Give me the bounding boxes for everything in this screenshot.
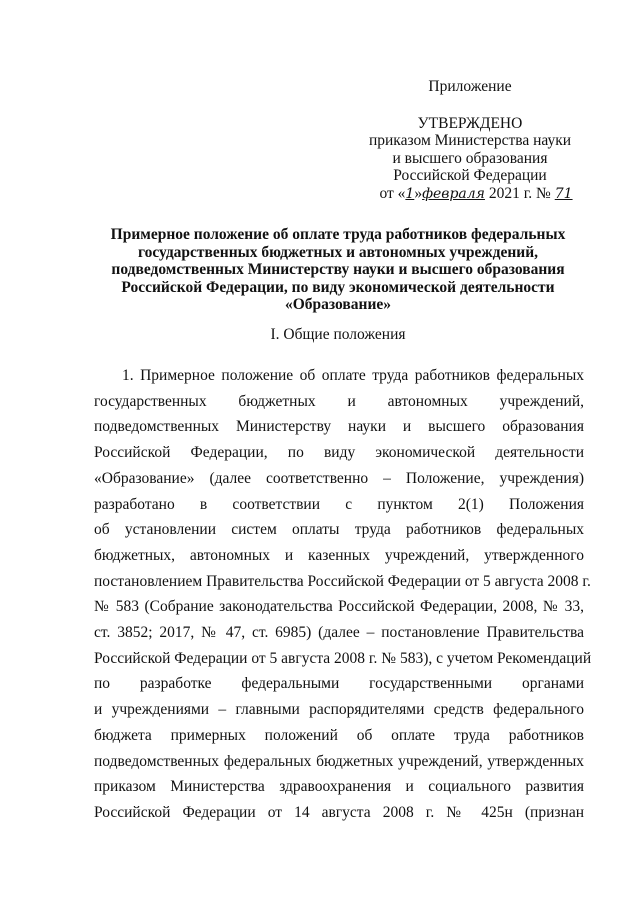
body-line: разработано в соответствии с пунктом 2(1) Положения: [94, 495, 584, 513]
body-line: № 583 (Собрание законодательства Российской Федерации, 2008, № 33,: [94, 598, 584, 616]
order-line-1: приказом Министерства науки: [368, 132, 572, 149]
body-line: «Образование» (далее соответственно – Положение, учреждения): [94, 469, 584, 487]
date-day-handwritten: 1: [405, 185, 415, 202]
section-heading: I. Общие положения: [270, 326, 406, 343]
body-line: по разработке федеральными государственными органами: [94, 675, 584, 693]
title-line: подведомственных Министерству науки и высшего образования: [111, 261, 565, 278]
body-paragraph: [94, 363, 592, 826]
body-line: подведомственных Министерству науки и высшего образования: [94, 418, 584, 436]
date-mid: »: [414, 184, 423, 202]
body-line: государственных бюджетных и автономных учреждений,: [94, 392, 584, 410]
date-month-handwritten: февраля: [422, 185, 485, 202]
appendix-label: Приложение: [428, 78, 512, 95]
order-number-handwritten: 71: [554, 185, 573, 202]
body-line: подведомственных федеральных бюджетных учреждений, утвержденных: [94, 752, 584, 770]
body-line: бюджетных, автономных и казенных учреждений, утвержденного: [94, 546, 584, 564]
body-line: бюджета примерных положений об оплате труда работников: [94, 726, 584, 744]
body-line: ст. 3852; 2017, № 47, ст. 6985) (далее – постановление Правительства: [94, 624, 584, 642]
body-line: об установлении систем оплаты труда работников федеральных: [94, 521, 584, 539]
body-line: постановлением Правительства Российской Федерации от 5 августа 2008 г.: [94, 572, 591, 590]
body-line: Российской Федерации, по виду экономической деятельности: [94, 444, 584, 462]
approved-label: УТВЕРЖДЕНО: [417, 114, 523, 132]
date-prefix: от «: [379, 184, 406, 202]
title-line: Примерное положение об оплате труда работников федеральных: [110, 226, 566, 243]
document-title: [88, 226, 588, 314]
order-line-2: и высшего образования: [392, 149, 548, 167]
body-line: приказом Министерства здравоохранения и социального развития: [94, 778, 584, 796]
title-line: «Образование»: [284, 296, 392, 313]
title-line: государственных бюджетных и автономных учреждений,: [137, 243, 539, 261]
date-year: 2021 г. №: [488, 184, 551, 202]
approval-block: [360, 78, 580, 203]
order-date-line: [366, 185, 586, 204]
body-line: Российской Федерации от 5 августа 2008 г. № 583), с учетом Рекомендаций: [94, 649, 592, 667]
body-line: Российской Федерации от 14 августа 2008 г. № 425н (признан: [94, 803, 584, 821]
body-line: 1. Примерное положение об оплате труда работников федеральных: [122, 367, 584, 384]
order-line-3: Российской Федерации: [393, 167, 547, 184]
title-line: Российской Федерации, по виду экономической деятельности: [121, 278, 555, 296]
body-line: и учреждениями – главными распорядителями средств федерального: [94, 701, 584, 719]
